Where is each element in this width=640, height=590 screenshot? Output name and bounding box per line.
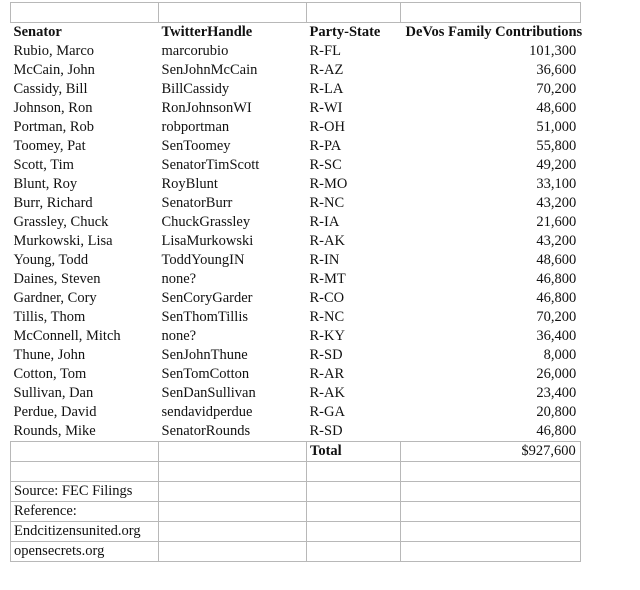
table-row	[11, 403, 581, 422]
amount-cell[interactable]: 70,200	[536, 81, 577, 97]
senator-cell[interactable]: Murkowski, Lisa	[13, 233, 113, 249]
table-row	[11, 346, 581, 365]
header-contributions[interactable]: DeVos Family Contributions	[405, 24, 583, 40]
twitter-cell[interactable]: SenCoryGarder	[161, 290, 253, 306]
cell[interactable]	[401, 3, 581, 23]
senator-cell[interactable]: Gardner, Cory	[13, 290, 97, 306]
senator-cell[interactable]: Cassidy, Bill	[13, 81, 88, 97]
total-amount[interactable]: $927,600	[401, 442, 581, 462]
party-state-cell[interactable]: R-GA	[309, 404, 345, 420]
twitter-cell[interactable]: SenThomTillis	[161, 309, 248, 325]
cell[interactable]	[307, 3, 401, 23]
cell[interactable]	[401, 522, 581, 542]
blank-row	[11, 462, 581, 482]
cell[interactable]	[11, 462, 159, 482]
spreadsheet	[10, 2, 581, 562]
amount-cell[interactable]: 33,100	[536, 176, 577, 192]
senator-cell[interactable]: Young, Todd	[13, 252, 89, 268]
twitter-cell[interactable]: RonJohnsonWI	[161, 100, 252, 116]
amount-cell[interactable]: 46,800	[536, 423, 577, 439]
party-state-cell[interactable]: R-PA	[309, 138, 342, 154]
table-row	[11, 384, 581, 403]
twitter-cell[interactable]: BillCassidy	[161, 81, 230, 97]
senator-cell[interactable]: Sullivan, Dan	[13, 385, 94, 401]
amount-cell[interactable]: 46,800	[536, 271, 577, 287]
cell[interactable]	[159, 442, 307, 462]
table-row	[11, 99, 581, 118]
amount-cell[interactable]: 21,600	[536, 214, 577, 230]
table-row	[11, 61, 581, 80]
cell[interactable]	[159, 482, 307, 502]
twitter-cell[interactable]: SenToomey	[161, 138, 231, 154]
table-row	[11, 251, 581, 270]
cell[interactable]	[307, 502, 401, 522]
cell[interactable]	[159, 542, 307, 562]
table-row	[11, 232, 581, 251]
cell[interactable]	[307, 482, 401, 502]
note-row	[11, 502, 581, 522]
amount-cell[interactable]: 43,200	[536, 233, 577, 249]
note-cell[interactable]: Reference:	[11, 502, 159, 522]
senator-cell[interactable]: Blunt, Roy	[13, 176, 78, 192]
cell[interactable]	[401, 502, 581, 522]
note-row	[11, 482, 581, 502]
cell[interactable]	[159, 522, 307, 542]
amount-cell[interactable]: 36,600	[536, 62, 577, 78]
twitter-cell[interactable]: none?	[161, 328, 197, 344]
amount-cell[interactable]: 20,800	[536, 404, 577, 420]
party-state-cell[interactable]: R-WI	[309, 100, 343, 116]
party-state-cell[interactable]: R-AR	[309, 366, 345, 382]
blank-top-row	[11, 3, 581, 23]
table-row	[11, 175, 581, 194]
cell[interactable]	[11, 442, 159, 462]
header-senator[interactable]: Senator	[13, 24, 62, 40]
twitter-cell[interactable]: RoyBlunt	[161, 176, 218, 192]
party-state-cell[interactable]: R-IA	[309, 214, 340, 230]
twitter-cell[interactable]: ToddYoungIN	[161, 252, 245, 268]
amount-cell[interactable]: 26,000	[536, 366, 577, 382]
table-row	[11, 118, 581, 137]
senator-cell[interactable]: McConnell, Mitch	[13, 328, 121, 344]
amount-cell[interactable]: 48,600	[536, 100, 577, 116]
senator-cell[interactable]: Thune, John	[13, 347, 86, 363]
total-row	[11, 442, 581, 462]
party-state-cell[interactable]: R-SC	[309, 157, 342, 173]
senator-cell[interactable]: Tillis, Thom	[13, 309, 86, 325]
senator-cell[interactable]: Burr, Richard	[13, 195, 93, 211]
party-state-cell[interactable]: R-AK	[309, 385, 345, 401]
table-row	[11, 137, 581, 156]
amount-cell[interactable]: 55,800	[536, 138, 577, 154]
amount-cell[interactable]: 49,200	[536, 157, 577, 173]
twitter-cell[interactable]: none?	[161, 271, 197, 287]
senator-cell[interactable]: Daines, Steven	[13, 271, 101, 287]
party-state-cell[interactable]: R-AZ	[309, 62, 344, 78]
twitter-cell[interactable]: robportman	[161, 119, 230, 135]
amount-cell[interactable]: 48,600	[536, 252, 577, 268]
cell[interactable]	[159, 462, 307, 482]
table-row	[11, 422, 581, 442]
amount-cell[interactable]: 23,400	[536, 385, 577, 401]
twitter-cell[interactable]: LisaMurkowski	[161, 233, 254, 249]
senator-cell[interactable]: Perdue, David	[13, 404, 97, 420]
table-row	[11, 365, 581, 384]
note-cell[interactable]: opensecrets.org	[11, 542, 159, 562]
party-state-cell[interactable]: R-LA	[309, 81, 344, 97]
table-row	[11, 156, 581, 175]
note-cell[interactable]: Endcitizensunited.org	[11, 522, 159, 542]
amount-cell[interactable]: 46,800	[536, 290, 577, 306]
twitter-cell[interactable]: SenatorBurr	[161, 195, 233, 211]
note-row	[11, 522, 581, 542]
cell[interactable]	[11, 3, 159, 23]
amount-cell[interactable]: 101,300	[529, 43, 577, 59]
twitter-cell[interactable]: SenatorRounds	[161, 423, 251, 439]
senator-cell[interactable]: McCain, John	[13, 62, 95, 78]
senator-cell[interactable]: Rubio, Marco	[13, 43, 95, 59]
table-row	[11, 308, 581, 327]
party-state-cell[interactable]: R-MO	[309, 176, 348, 192]
cell[interactable]	[401, 542, 581, 562]
senator-cell[interactable]: Rounds, Mike	[13, 423, 96, 439]
table-row	[11, 327, 581, 346]
note-row	[11, 542, 581, 562]
table-row	[11, 270, 581, 289]
senator-cell[interactable]: Scott, Tim	[13, 157, 74, 173]
note-cell[interactable]: Source: FEC Filings	[11, 482, 159, 502]
contributions-table	[10, 2, 581, 562]
table-row	[11, 42, 581, 61]
table-row	[11, 289, 581, 308]
party-state-cell[interactable]: R-NC	[309, 309, 345, 325]
header-row	[11, 23, 581, 43]
twitter-cell[interactable]: SenJohnMcCain	[161, 62, 258, 78]
cell[interactable]	[307, 542, 401, 562]
twitter-cell[interactable]: SenTomCotton	[161, 366, 250, 382]
twitter-cell[interactable]: sendavidperdue	[161, 404, 253, 420]
amount-cell[interactable]: 43,200	[536, 195, 577, 211]
party-state-cell[interactable]: R-FL	[309, 43, 341, 59]
twitter-cell[interactable]: SenatorTimScott	[161, 157, 260, 173]
table-row	[11, 80, 581, 99]
party-state-cell[interactable]: R-AK	[309, 233, 345, 249]
cell[interactable]	[401, 482, 581, 502]
cell[interactable]	[159, 502, 307, 522]
twitter-cell[interactable]: marcorubio	[161, 43, 229, 59]
party-state-cell[interactable]: R-SD	[309, 347, 343, 363]
senator-cell[interactable]: Portman, Rob	[13, 119, 95, 135]
cell[interactable]	[401, 462, 581, 482]
senator-cell[interactable]: Toomey, Pat	[13, 138, 86, 154]
party-state-cell[interactable]: R-NC	[309, 195, 345, 211]
twitter-cell[interactable]: SenJohnThune	[161, 347, 248, 363]
amount-cell[interactable]: 70,200	[536, 309, 577, 325]
amount-cell[interactable]: 51,000	[536, 119, 577, 135]
twitter-cell[interactable]: ChuckGrassley	[161, 214, 251, 230]
twitter-cell[interactable]: SenDanSullivan	[161, 385, 256, 401]
party-state-cell[interactable]: R-MT	[309, 271, 346, 287]
cell[interactable]	[159, 3, 307, 23]
party-state-cell[interactable]: R-CO	[309, 290, 345, 306]
total-label[interactable]: Total	[307, 442, 401, 462]
party-state-cell[interactable]: R-IN	[309, 252, 340, 268]
table-row	[11, 213, 581, 232]
senator-cell[interactable]: Grassley, Chuck	[13, 214, 109, 230]
cell[interactable]	[307, 462, 401, 482]
header-twitter-handle[interactable]: TwitterHandle	[161, 24, 253, 40]
header-party-state[interactable]: Party-State	[309, 24, 381, 40]
senator-cell[interactable]: Cotton, Tom	[13, 366, 87, 382]
party-state-cell[interactable]: R-SD	[309, 423, 343, 439]
party-state-cell[interactable]: R-KY	[309, 328, 345, 344]
amount-cell[interactable]: 36,400	[536, 328, 577, 344]
senator-cell[interactable]: Johnson, Ron	[13, 100, 93, 116]
amount-cell[interactable]: 8,000	[543, 347, 577, 363]
table-row	[11, 194, 581, 213]
cell[interactable]	[307, 522, 401, 542]
party-state-cell[interactable]: R-OH	[309, 119, 345, 135]
